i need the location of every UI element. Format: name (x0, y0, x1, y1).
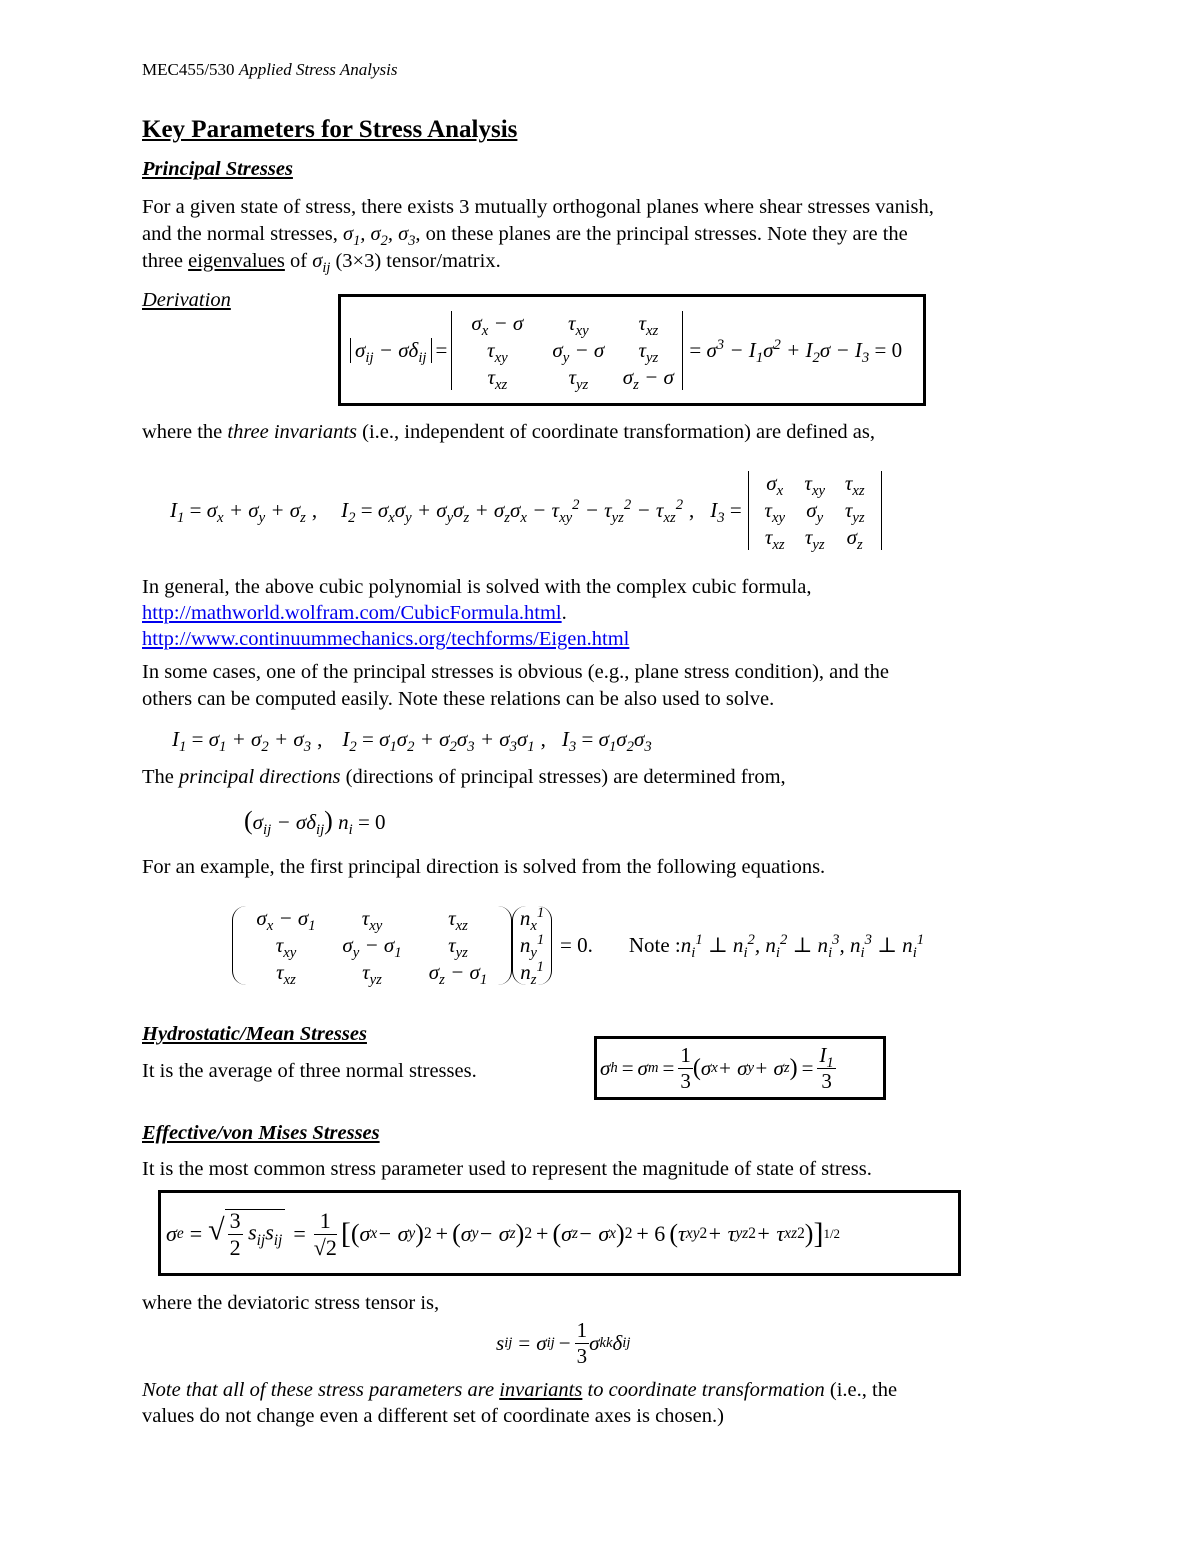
invariant-i3-determinant: $\sigma_x$ $\tau_{xy}$ $\tau_{xz}$ $\tau_{xy}$ $\sigma_y$ $\tau_{yz}$ $\tau_{xz}$ $\tau_{yz}$ $\sigma_z$ (748, 471, 882, 550)
principal-para-line3: three eigenvalues of $\sigma_{ij}$ (3×3) tensor/matrix. (142, 250, 501, 277)
course-header (142, 60, 397, 80)
principal-invariant-relations: $I_1 = \sigma_1 + \sigma_2 + \sigma_3$ , $I_2 = \sigma_1\sigma_2 + \sigma_2\sigma_3 + \sigma_3\sigma_1$ , $I_3 = \sigma_1\sigma_2\sigma_3$ (172, 727, 652, 756)
derivation-label: Derivation (142, 289, 231, 311)
example-line: For an example, the first principal direction is solved from the following equations. (142, 856, 826, 878)
stress-determinant: $\sigma_x - \sigma$ $\tau_{xy}$ $\tau_{xz}$ $\tau_{xy}$ $\sigma_y - \sigma$ $\tau_{yz}$ $\tau_{xz}$ $\tau_{yz}$ $\sigma_z - \sigma$ (451, 311, 683, 390)
principal-para-line2: and the normal stresses, $\sigma_1$, $\sigma_2$, $\sigma_3$, on these planes are the principal stresses. Note they are the (142, 223, 908, 250)
orthogonality-note: Note $:n_i^1$ ⊥ $n_i^2$, $n_i^2$ ⊥ $n_i^3$, $n_i^3$ ⊥ $n_i^1$ (628, 931, 925, 961)
hydrostatic-equation: σ h = σ m = $\frac{1}{3}$ ( σ x + σ y + σ z ) = $\frac{I_1}{3}$ (600, 1042, 834, 1093)
page-title: Key Parameters for Stress Analysis (142, 116, 518, 143)
direction-equation: $(\sigma_{ij} - \sigma\delta_{ij}) n_i = 0$ (244, 806, 386, 839)
principal-para-line1: For a given state of stress, there exists 3 mutually orthogonal planes where shear stresses vanish, (142, 196, 934, 218)
coefficient-matrix: $\sigma_x - \sigma_1$ $\tau_{xy}$ $\tau_{xz}$ $\tau_{xy}$ $\sigma_y - \sigma_1$ $\tau_{yz}$ $\tau_{xz}$ $\tau_{yz}$ $\sigma_z - \sigma_1$ (232, 906, 512, 985)
directions-intro: The principal directions (directions of principal stresses) are determined from, (142, 766, 786, 788)
section-heading-principal-stresses: Principal Stresses (142, 158, 293, 180)
invariants-equations: $I_1 = \sigma_x + \sigma_y + \sigma_z$ , $I_2 = \sigma_x\sigma_y + \sigma_y\sigma_z + \sigma_z\sigma_x - \tau_{xy}^2 - \tau_{yz}^2 - \tau_{xz}^2$ , $I_3$ = $\sigma_x$ $\tau_{xy}$ $\tau_{xz}$ $\tau_{xy}$ $\sigma_y$ $\tau_{yz}$ $\tau_{xz}$ $\tau_{yz}$ $\sigma_z$ (170, 458, 882, 562)
invariance-note-line1: Note that all of these stress parameters are invariants to coordinate transformation (i.e., the (142, 1379, 898, 1401)
eigen-link[interactable]: http://www.continuummechanics.org/techforms/Eigen.html (142, 628, 630, 650)
characteristic-equation: $\sigma_{ij} - \sigma\delta_{ij}$ = $\sigma_x - \sigma$ $\tau_{xy}$ $\tau_{xz}$ $\tau_{xy}$ $\sigma_y - \sigma$ $\tau_{yz}$ $\tau_{xz}$ $\tau_{yz}$ $\sigma_z - \sigma$ = $\sigma^3 - I_1\sigma^2 + I_2\sigma - I_3 = 0$ (350, 300, 902, 400)
invariants-intro: where the three invariants (i.e., independent of coordinate transformation) are defined as, (142, 421, 876, 443)
cases-line2: others can be computed easily. Note these relations can be also used to solve. (142, 688, 775, 710)
section-heading-hydrostatic: Hydrostatic/Mean Stresses (142, 1023, 367, 1045)
course-code: MEC455/530 (142, 60, 235, 79)
deviatoric-intro: where the deviatoric stress tensor is, (142, 1292, 440, 1314)
link2-row (142, 626, 629, 653)
invariance-note-line2: values do not change even a different set of coordinate axes is chosen.) (142, 1405, 724, 1427)
von-mises-equation: σ e = √ $\frac{3}{2}$ $s_{ij}s_{ij}$ = $\frac{1}{√2}$ [ ( σ x − σ y ) 2 + ( σ y − σ z ) 2 + ( σ z − σ x ) 2 + 6 ( τ xy 2 + τ yz 2 + τ xz 2 ) ] 1/2 (166, 1207, 841, 1260)
section-heading-effective: Effective/von Mises Stresses (142, 1122, 380, 1144)
cubic-formula-link[interactable]: http://mathworld.wolfram.com/CubicFormula.html (142, 602, 562, 624)
direction-vector: $n_x^1$ $n_y^1$ $n_z^1$ (512, 906, 552, 985)
first-direction-system: $\sigma_x - \sigma_1$ $\tau_{xy}$ $\tau_{xz}$ $\tau_{xy}$ $\sigma_y - \sigma_1$ $\tau_{yz}$ $\tau_{xz}$ $\tau_{yz}$ $\sigma_z - \sigma_1$ $n_x^1$ $n_y^1$ $n_z^1$ = 0. Note $:n_i^1$ ⊥ $n_i^2$, $n_i^2$ ⊥ $n_i^3$, $n_i^3$ ⊥ $n_i^1$ (232, 893, 924, 997)
course-name: Applied Stress Analysis (238, 60, 398, 79)
deviatoric-equation: s ij = σ ij − $\frac{1}{3}$ σ kk δ ij (496, 1317, 631, 1368)
cases-line1: In some cases, one of the principal stresses is obvious (e.g., plane stress condition), and the (142, 661, 889, 683)
link1-row: http://mathworld.wolfram.com/CubicFormula.html. (142, 602, 567, 624)
hydrostatic-text: It is the average of three normal stresses. (142, 1060, 477, 1082)
effective-text: It is the most common stress parameter used to represent the magnitude of state of stress. (142, 1158, 872, 1180)
cubic-formula-line: In general, the above cubic polynomial is solved with the complex cubic formula, (142, 576, 812, 598)
sigma-list: $\sigma_1$, $\sigma_2$, $\sigma_3$ (342, 223, 416, 250)
